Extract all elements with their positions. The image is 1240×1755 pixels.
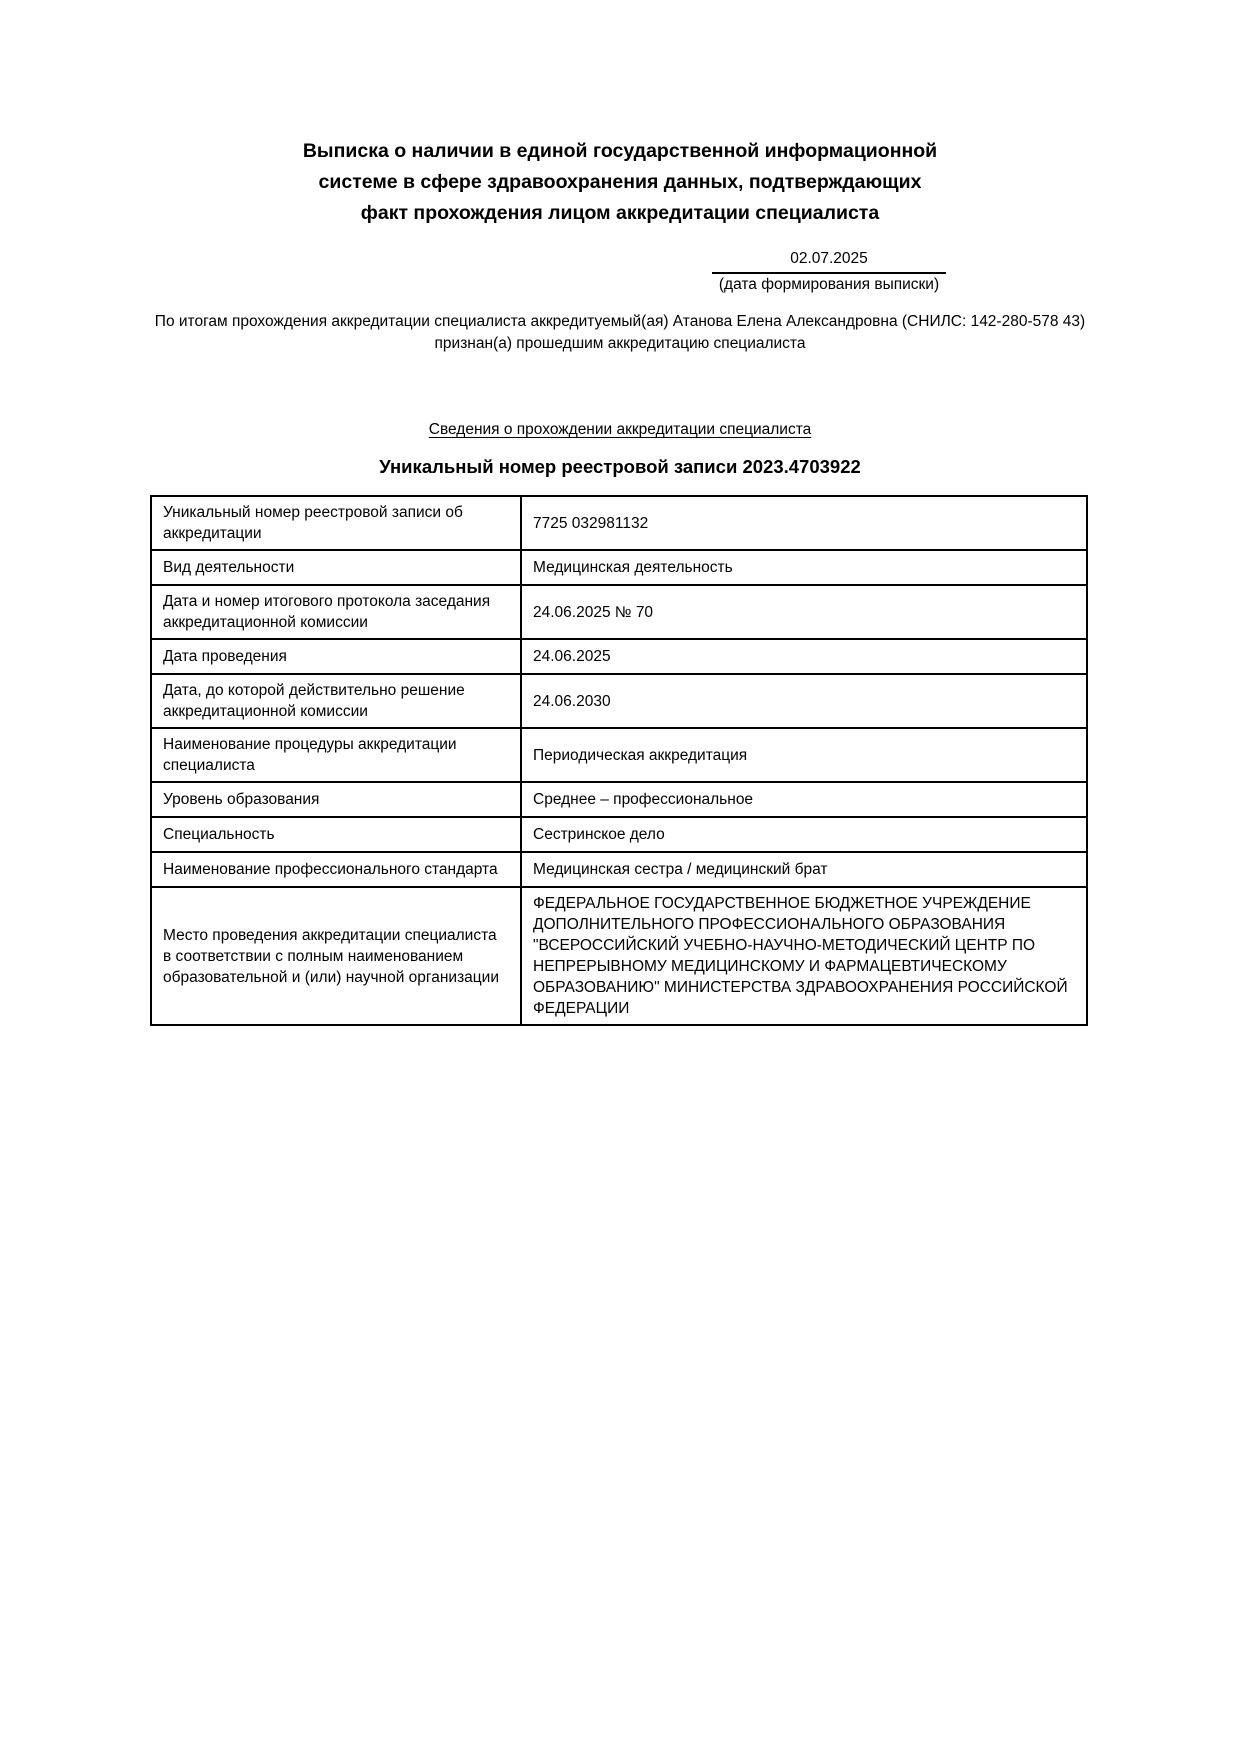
table-row [151,852,1087,887]
row-label: Дата проведения [151,639,521,674]
intro-paragraph: По итогам прохождения аккредитации специалиста аккредитуемый(ая) Атанова Елена Александровна (СНИЛС: 142-280-578 43) признан(а) прошедшим аккредитацию специалиста [154,313,1086,352]
row-value: 24.06.2030 [521,674,1087,728]
row-value: Среднее – профессиональное [521,782,1087,817]
table-row [151,782,1087,817]
table-row [151,728,1087,782]
table-row [151,550,1087,585]
row-value: Периодическая аккредитация [521,728,1087,782]
formation-date-block [712,249,946,295]
row-value: Медицинская деятельность [521,550,1087,585]
row-label: Дата и номер итогового протокола заседания аккредитационной комиссии [151,585,521,639]
row-label: Вид деятельности [151,550,521,585]
table-row [151,496,1087,550]
row-label: Специальность [151,817,521,852]
table-row [151,817,1087,852]
table-row [151,674,1087,728]
row-label: Уникальный номер реестровой записи об аккредитации [151,496,521,550]
row-value: Сестринское дело [521,817,1087,852]
row-label: Дата, до которой действительно решение аккредитационной комиссии [151,674,521,728]
row-label: Место проведения аккредитации специалиста в соответствии с полным наименованием образовательной и (или) научной организации [151,887,521,1025]
row-value: ФЕДЕРАЛЬНОЕ ГОСУДАРСТВЕННОЕ БЮДЖЕТНОЕ УЧРЕЖДЕНИЕ ДОПОЛНИТЕЛЬНОГО ПРОФЕССИОНАЛЬНОГО ОБРАЗОВАНИЯ "ВСЕРОССИЙСКИЙ УЧЕБНО-НАУЧНО-МЕТОДИЧЕСКИЙ ЦЕНТР ПО НЕПРЕРЫВНОМУ МЕДИЦИНСКОМУ И ФАРМАЦЕВТИЧЕСКОМУ ОБРАЗОВАНИЮ" МИНИСТЕРСТВА ЗДРАВООХРАНЕНИЯ РОССИЙСКОЙ ФЕДЕРАЦИИ [521,887,1087,1025]
row-value: 24.06.2025 № 70 [521,585,1087,639]
row-label: Наименование профессионального стандарта [151,852,521,887]
table-row [151,639,1087,674]
row-label: Наименование процедуры аккредитации специалиста [151,728,521,782]
row-value: Медицинская сестра / медицинский брат [521,852,1087,887]
table-row [151,585,1087,639]
accreditation-table-body [151,496,1087,1025]
accreditation-table [150,495,1088,1026]
table-row [151,887,1087,1025]
formation-date-value: 02.07.2025 [712,249,946,274]
row-value: 24.06.2025 [521,639,1087,674]
row-value: 7725 032981132 [521,496,1087,550]
registry-number-heading: Уникальный номер реестровой записи 2023.4703922 [379,456,861,477]
document-title-text: Выписка о наличии в единой государственной информационной системе в сфере здравоохранения данных, подтверждающих факт прохождения лицом аккредитации специалиста [302,140,938,224]
section-heading: Сведения о прохождении аккредитации специалиста [428,421,812,438]
formation-date-caption: (дата формирования выписки) [718,276,940,293]
document-title [0,136,1240,229]
row-label: Уровень образования [151,782,521,817]
